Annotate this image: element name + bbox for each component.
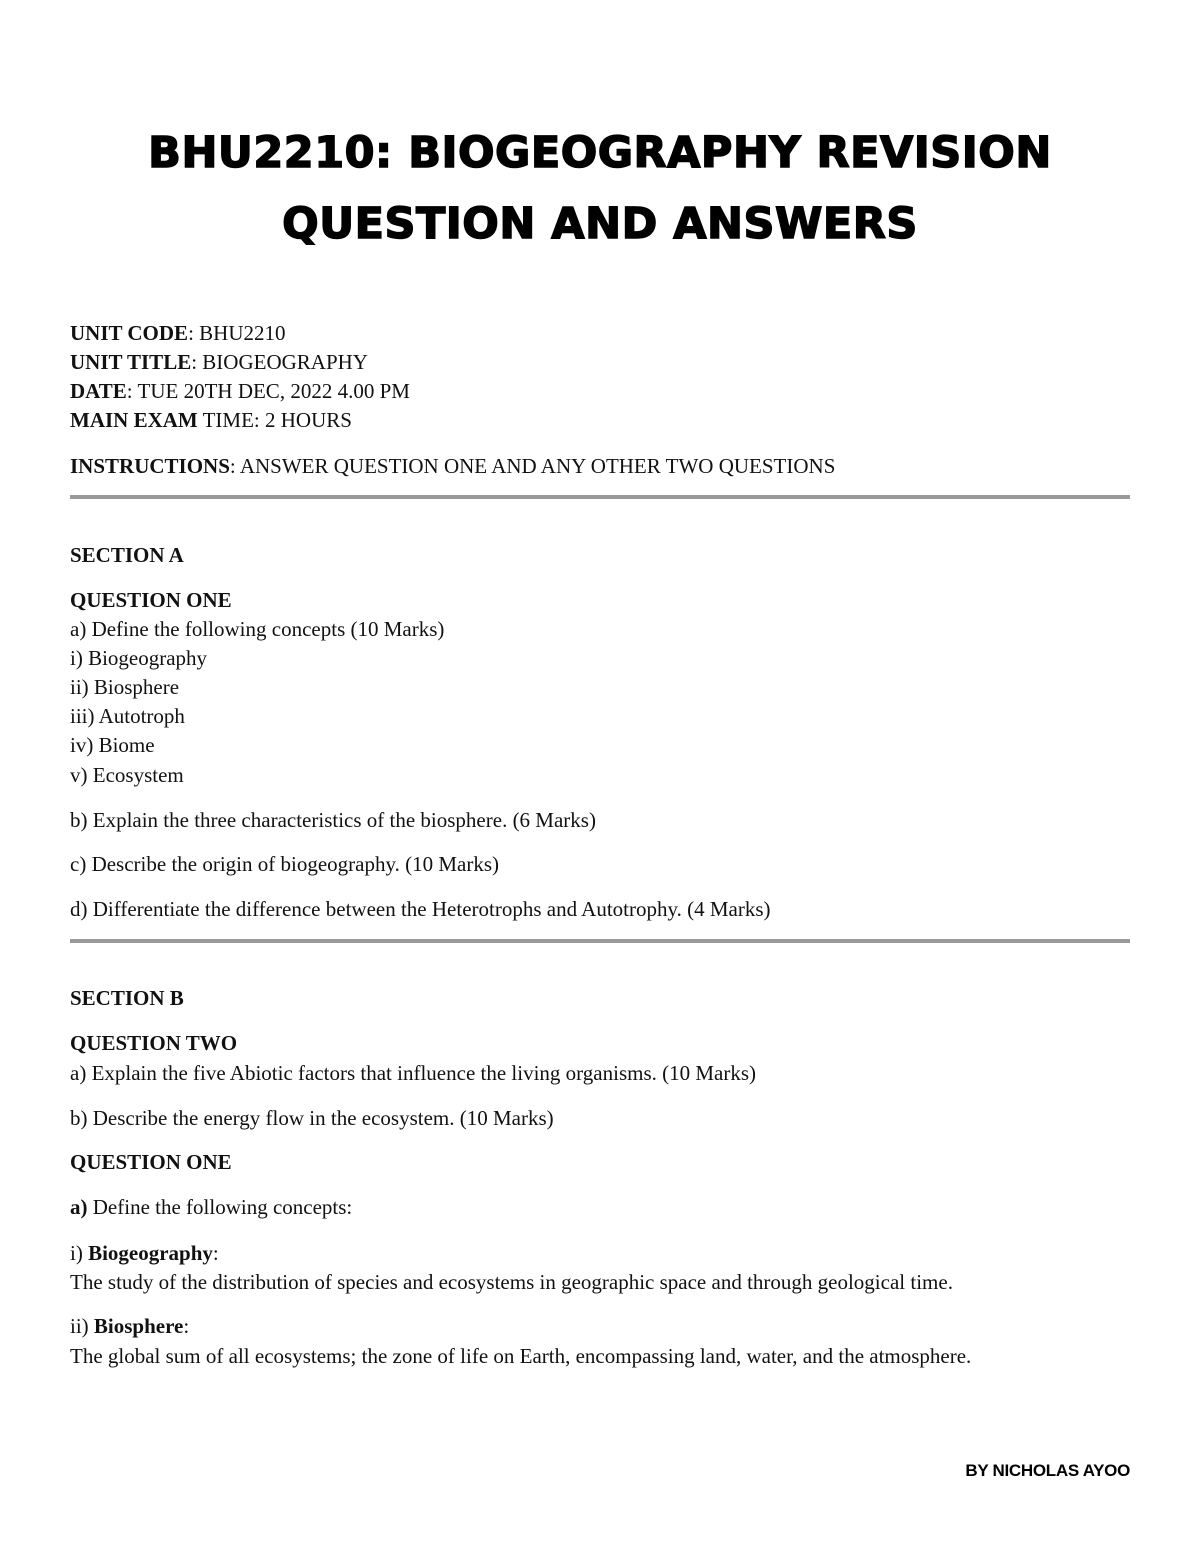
question-line: iv) Biome [70, 733, 155, 757]
main-exam-line [70, 408, 352, 433]
unit-title-label: UNIT TITLE [70, 350, 192, 374]
question-line: ii) Biosphere [70, 675, 180, 699]
unit-code-label: UNIT CODE [70, 321, 189, 345]
divider [70, 495, 1130, 499]
instructions-line [70, 454, 835, 479]
document-title-line-2: QUESTION AND ANSWERS [282, 199, 918, 249]
answers-intro [70, 1195, 352, 1220]
answers-intro-text: Define the following concepts: [87, 1195, 353, 1219]
term-prefix: i) [70, 1241, 89, 1265]
definition-biogeography: The study of the distribution of species and ecosystems in geographic space and through geological time. [70, 1270, 953, 1294]
date-line [70, 379, 410, 404]
main-exam-label: MAIN EXAM [70, 408, 198, 432]
term-prefix: ii) [70, 1314, 94, 1338]
answers-intro-label: a) [70, 1195, 88, 1219]
question-line: i) Biogeography [70, 646, 208, 670]
section-b-question-heading: QUESTION TWO [70, 1031, 238, 1055]
main-exam-value: TIME: 2 HOURS [197, 408, 352, 432]
question-part-c: c) Describe the origin of biogeography. (10 Marks) [70, 852, 500, 876]
date-value: : TUE 20TH DEC, 2022 4.00 PM [126, 379, 410, 403]
section-b-heading: SECTION B [70, 986, 184, 1010]
term-colon: : [183, 1314, 190, 1338]
term-name: Biosphere [93, 1314, 184, 1338]
instructions-value: : ANSWER QUESTION ONE AND ANY OTHER TWO QUESTIONS [229, 454, 836, 478]
unit-code-value: : BHU2210 [188, 321, 286, 345]
question-line: v) Ecosystem [70, 763, 184, 787]
question-line: a) Define the following concepts (10 Marks) [70, 617, 445, 641]
definition-biosphere: The global sum of all ecosystems; the zone of life on Earth, encompassing land, water, and the atmosphere. [70, 1344, 972, 1368]
divider [70, 939, 1130, 943]
question-part-b: b) Explain the three characteristics of the biosphere. (6 Marks) [70, 808, 596, 832]
question-two-part-b: b) Describe the energy flow in the ecosystem. (10 Marks) [70, 1106, 554, 1130]
term-biogeography [70, 1241, 219, 1266]
section-a-heading: SECTION A [70, 543, 184, 567]
author-footer: BY NICHOLAS AYOO [965, 1461, 1130, 1480]
unit-title-line [70, 350, 368, 375]
unit-title-value: : BIOGEOGRAPHY [191, 350, 368, 374]
answers-heading: QUESTION ONE [70, 1150, 232, 1174]
question-line: iii) Autotroph [70, 704, 185, 728]
section-a-question-heading: QUESTION ONE [70, 588, 232, 612]
term-colon: : [212, 1241, 219, 1265]
unit-code-line [70, 321, 286, 346]
term-name: Biogeography [88, 1241, 213, 1265]
document-title-line-1: BHU2210: BIOGEOGRAPHY REVISION [148, 128, 1052, 178]
question-part-d: d) Differentiate the difference between the Heterotrophs and Autotrophy. (4 Marks) [70, 897, 771, 921]
term-biosphere [70, 1314, 189, 1339]
instructions-label: INSTRUCTIONS [70, 454, 230, 478]
date-label: DATE [70, 379, 127, 403]
question-two-part-a: a) Explain the five Abiotic factors that influence the living organisms. (10 Marks) [70, 1061, 757, 1085]
